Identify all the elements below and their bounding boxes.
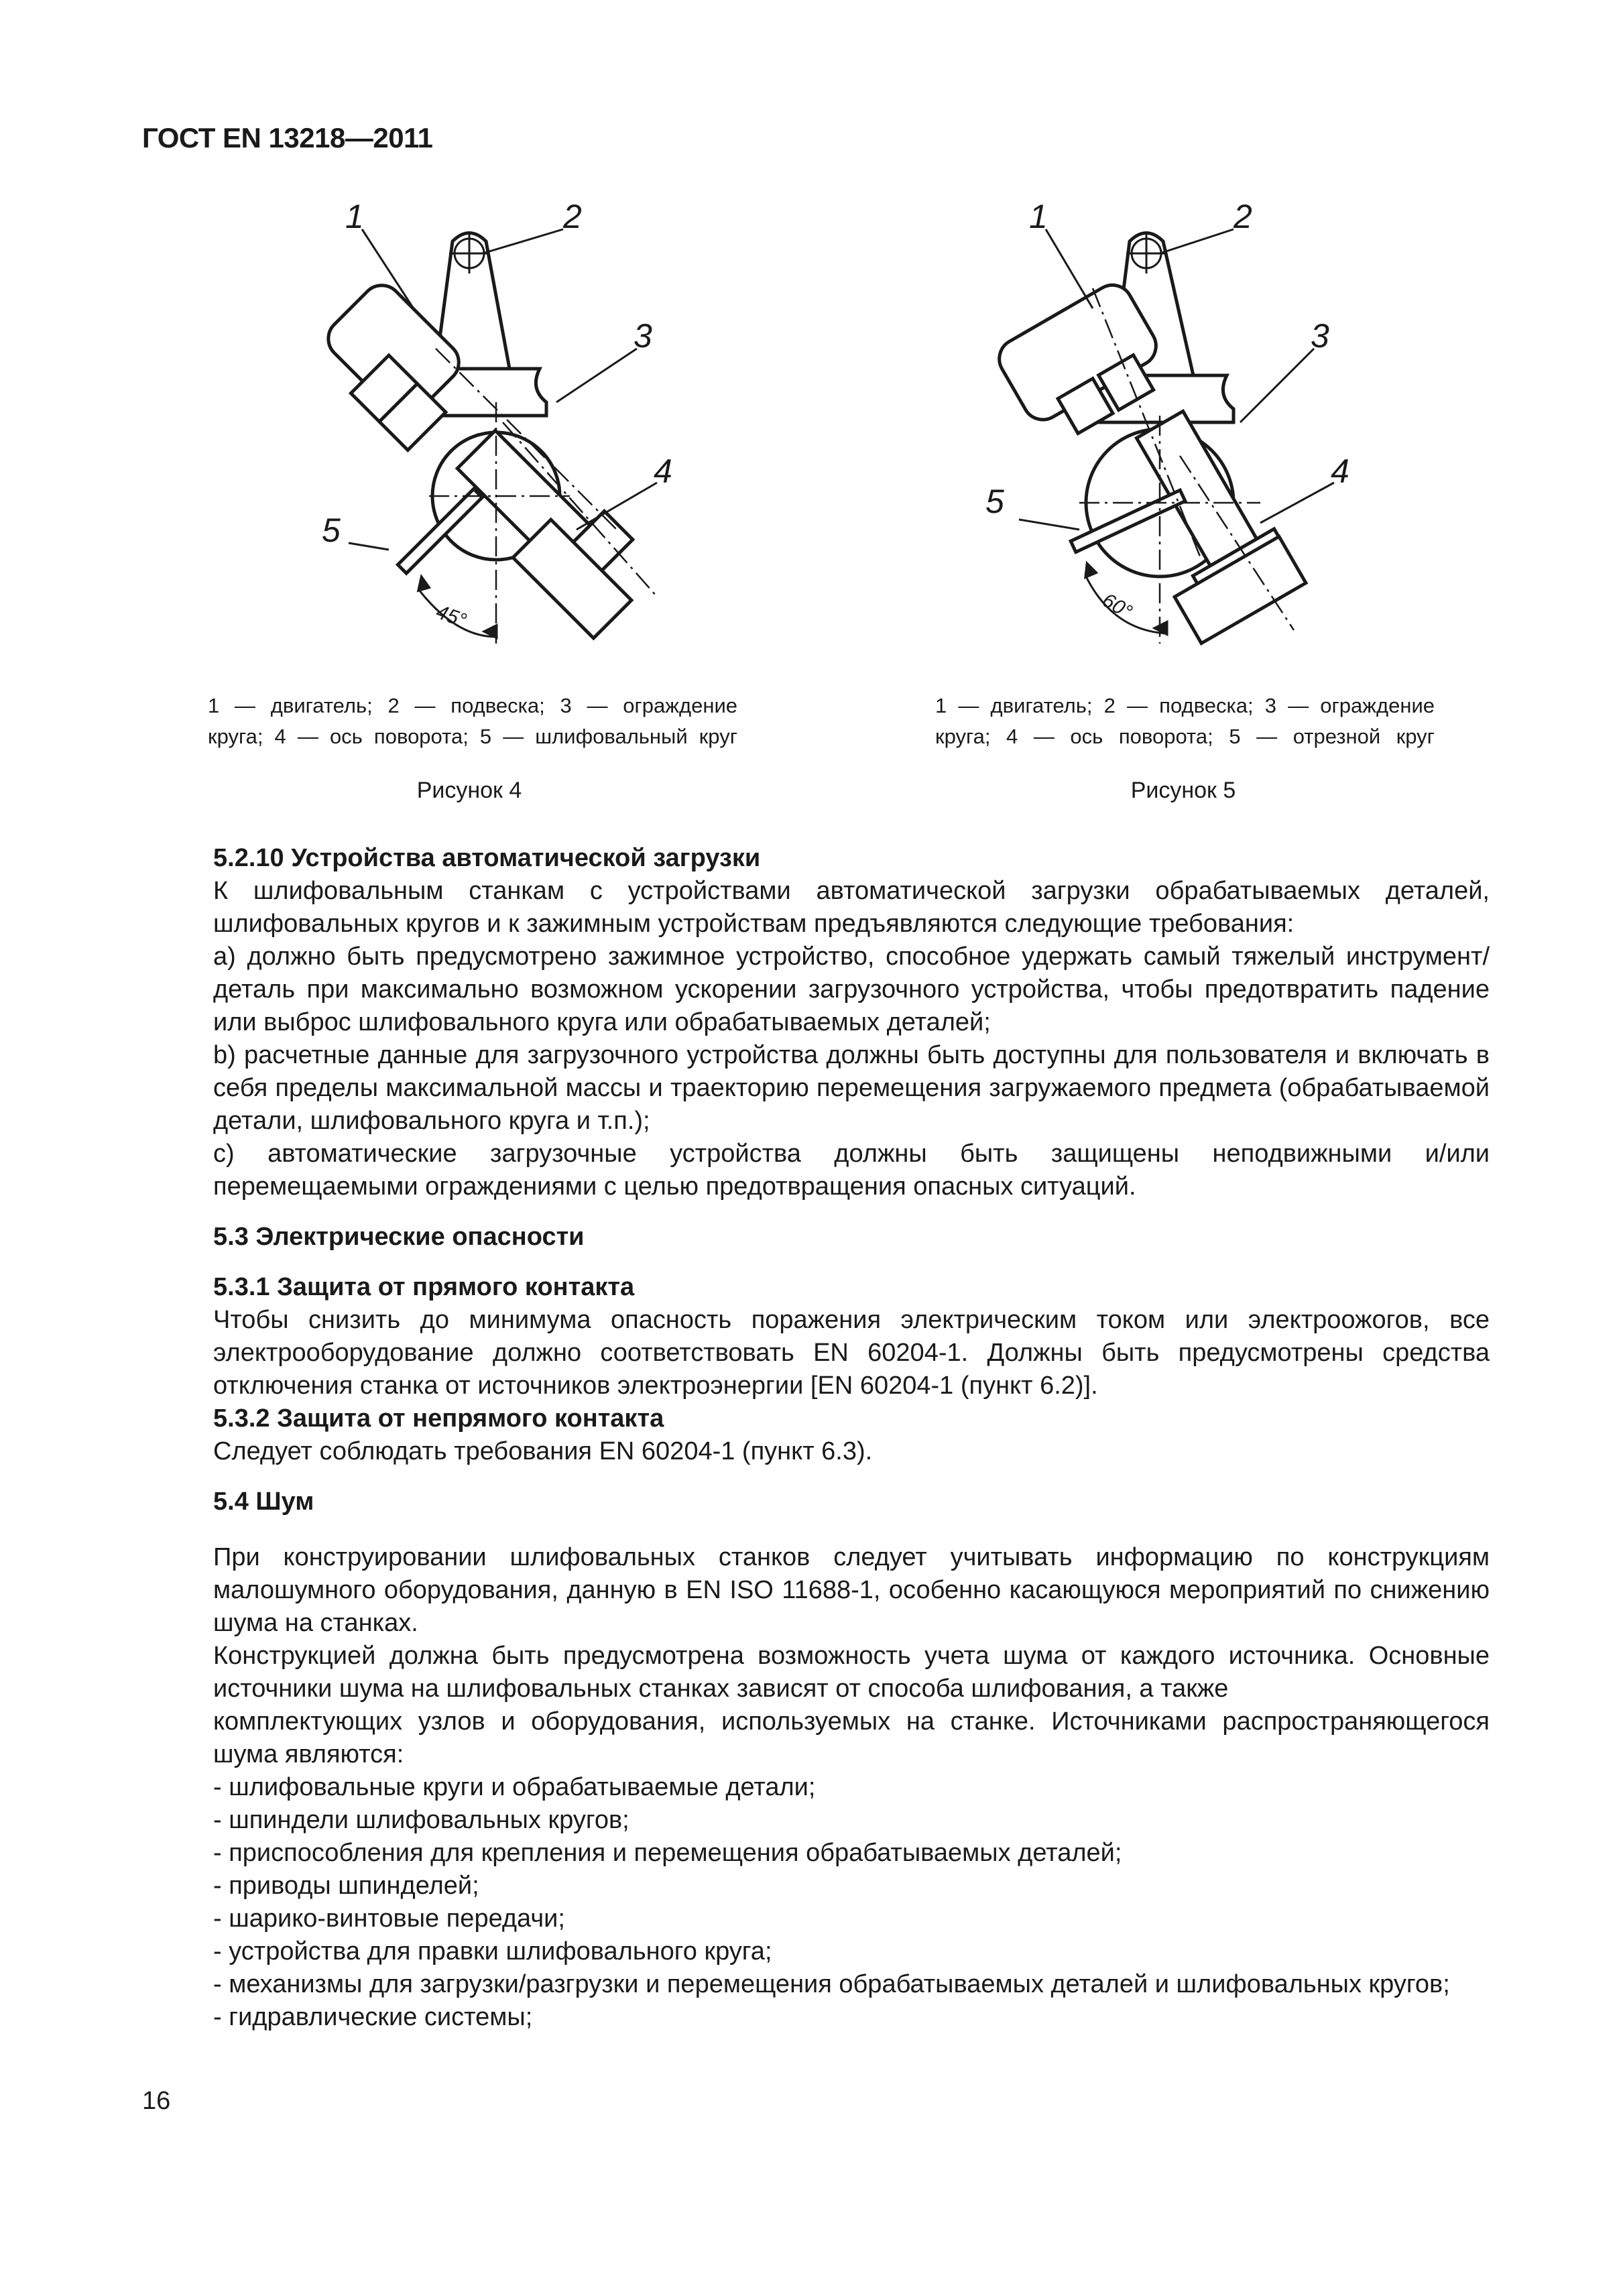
figure-5-angle: 60° <box>1098 589 1136 623</box>
figure-4-label-2: 2 <box>563 201 582 235</box>
body-text <box>213 842 1490 2034</box>
figure-4-caption-line-1: 1 — двигатель; 2 — подвеска; 3 — ограждение <box>208 694 737 717</box>
figure-5-caption-line-2: круга; 4 — ось поворота; 5 — отрезной круг <box>935 725 1435 748</box>
document-header: ГОСТ EN 13218—2011 <box>142 122 433 154</box>
section-5-2-10-item-b: b) расчетные данные для загрузочного устройства должны быть доступны для пользователя и включать в себя пределы максимальной массы и траекторию перемещения загружаемого предмета (обрабатываемой детали, шлифовального круга и т.п.); <box>213 1041 1490 1135</box>
section-5-3-1-text: Чтобы снизить до минимума опасность поражения электрическим током или электроожогов, все электрооборудование должно соответствовать EN 60204-1. Должны быть предусмотрены средства отключения станка от источников электроэнергии [EN 60204-1 (пункт 6.2)]. <box>213 1306 1490 1400</box>
figure-5-label-1: 1 <box>1029 201 1048 235</box>
section-5-3-1-title: 5.3.1 Защита от прямого контакта <box>213 1273 635 1301</box>
list-item: - шлифовальные круги и обрабатываемые детали; <box>213 1773 816 1801</box>
figure-4-label-4: 4 <box>654 452 672 490</box>
figure-5-caption-line-1: 1 — двигатель; 2 — подвеска; 3 — ограждение <box>935 694 1435 717</box>
figure-5-label-4: 4 <box>1331 452 1349 490</box>
figure-5-caption <box>935 690 1435 752</box>
figure-5-title: Рисунок 5 <box>1130 778 1236 803</box>
figure-5-label-2: 2 <box>1234 201 1252 235</box>
list-item: - механизмы для загрузки/разгрузки и перемещения обрабатываемых деталей и шлифовальных кругов; <box>213 1970 1450 1998</box>
list-item: - приспособления для крепления и перемещения обрабатываемых деталей; <box>213 1839 1122 1867</box>
figure-5-label-3: 3 <box>1311 317 1329 355</box>
figure-4-caption-line-2: круга; 4 — ось поворота; 5 — шлифовальный круг <box>208 725 737 748</box>
list-item: - устройства для правки шлифовального круга; <box>213 1937 772 1966</box>
list-item: - шарико-винтовые передачи; <box>213 1905 565 1933</box>
figure-4-label-5: 5 <box>322 511 341 549</box>
section-5-2-10-item-a: a) должно быть предусмотрено зажимное устройство, способное удержать самый тяжелый инструмент/деталь при максимально возможном ускорении загрузочного устройства, чтобы предотвратить падение или выброс шлифовального круга или обрабатываемых деталей; <box>213 943 1490 1036</box>
list-item: - гидравлические системы; <box>213 2003 533 2031</box>
figure-4-caption <box>208 690 737 752</box>
section-5-3-2-text: Следует соблюдать требования EN 60204-1 (пункт 6.3). <box>213 1437 873 1465</box>
list-item: - приводы шпинделей; <box>213 1872 479 1900</box>
page-number: 16 <box>142 2087 171 2115</box>
figure-5 <box>979 201 1448 670</box>
section-5-4-para-2a: Конструкцией должна быть предусмотрена возможность учета шума от каждого источника. Основные источники шума на шлифовальных станках зависят от способа шлифования, а также <box>213 1642 1490 1703</box>
section-5-4-para-2b: комплектующих узлов и оборудования, используемых на станке. Источниками распространяющегося шума являются: <box>213 1707 1490 1768</box>
section-5-2-10-item-c: c) автоматические загрузочные устройства должны быть защищены неподвижными и/или перемещаемыми ограждениями с целью предотвращения опасных ситуаций. <box>213 1140 1490 1201</box>
list-item: - шпиндели шлифовальных кругов; <box>213 1806 629 1834</box>
figure-4-drawing <box>282 201 751 670</box>
figure-5-label-5: 5 <box>985 483 1004 520</box>
section-5-4-para-1: При конструировании шлифовальных станков следует учитывать информацию по конструкциям малошумного оборудования, данную в EN ISO 11688-1, особенно касающуюся мероприятий по снижению шума на станках. <box>213 1543 1490 1637</box>
figure-4-label-1: 1 <box>345 201 364 235</box>
section-5-3-title: 5.3 Электрические опасности <box>213 1223 585 1251</box>
section-5-3-2-title: 5.3.2 Защита от непрямого контакта <box>213 1404 664 1433</box>
figure-4 <box>282 201 751 670</box>
section-5-4-title: 5.4 Шум <box>213 1488 314 1516</box>
figure-4-title: Рисунок 4 <box>416 778 522 803</box>
section-5-2-10-intro: К шлифовальным станкам с устройствами автоматической загрузки обрабатываемых деталей, шлифовальных кругов и к зажимным устройствам предъявляются следующие требования: <box>213 877 1490 938</box>
section-5-2-10-title: 5.2.10 Устройства автоматической загрузки <box>213 844 761 872</box>
figure-4-angle: 45° <box>433 601 470 632</box>
figure-5-drawing <box>979 201 1448 670</box>
figure-4-label-3: 3 <box>634 317 652 355</box>
